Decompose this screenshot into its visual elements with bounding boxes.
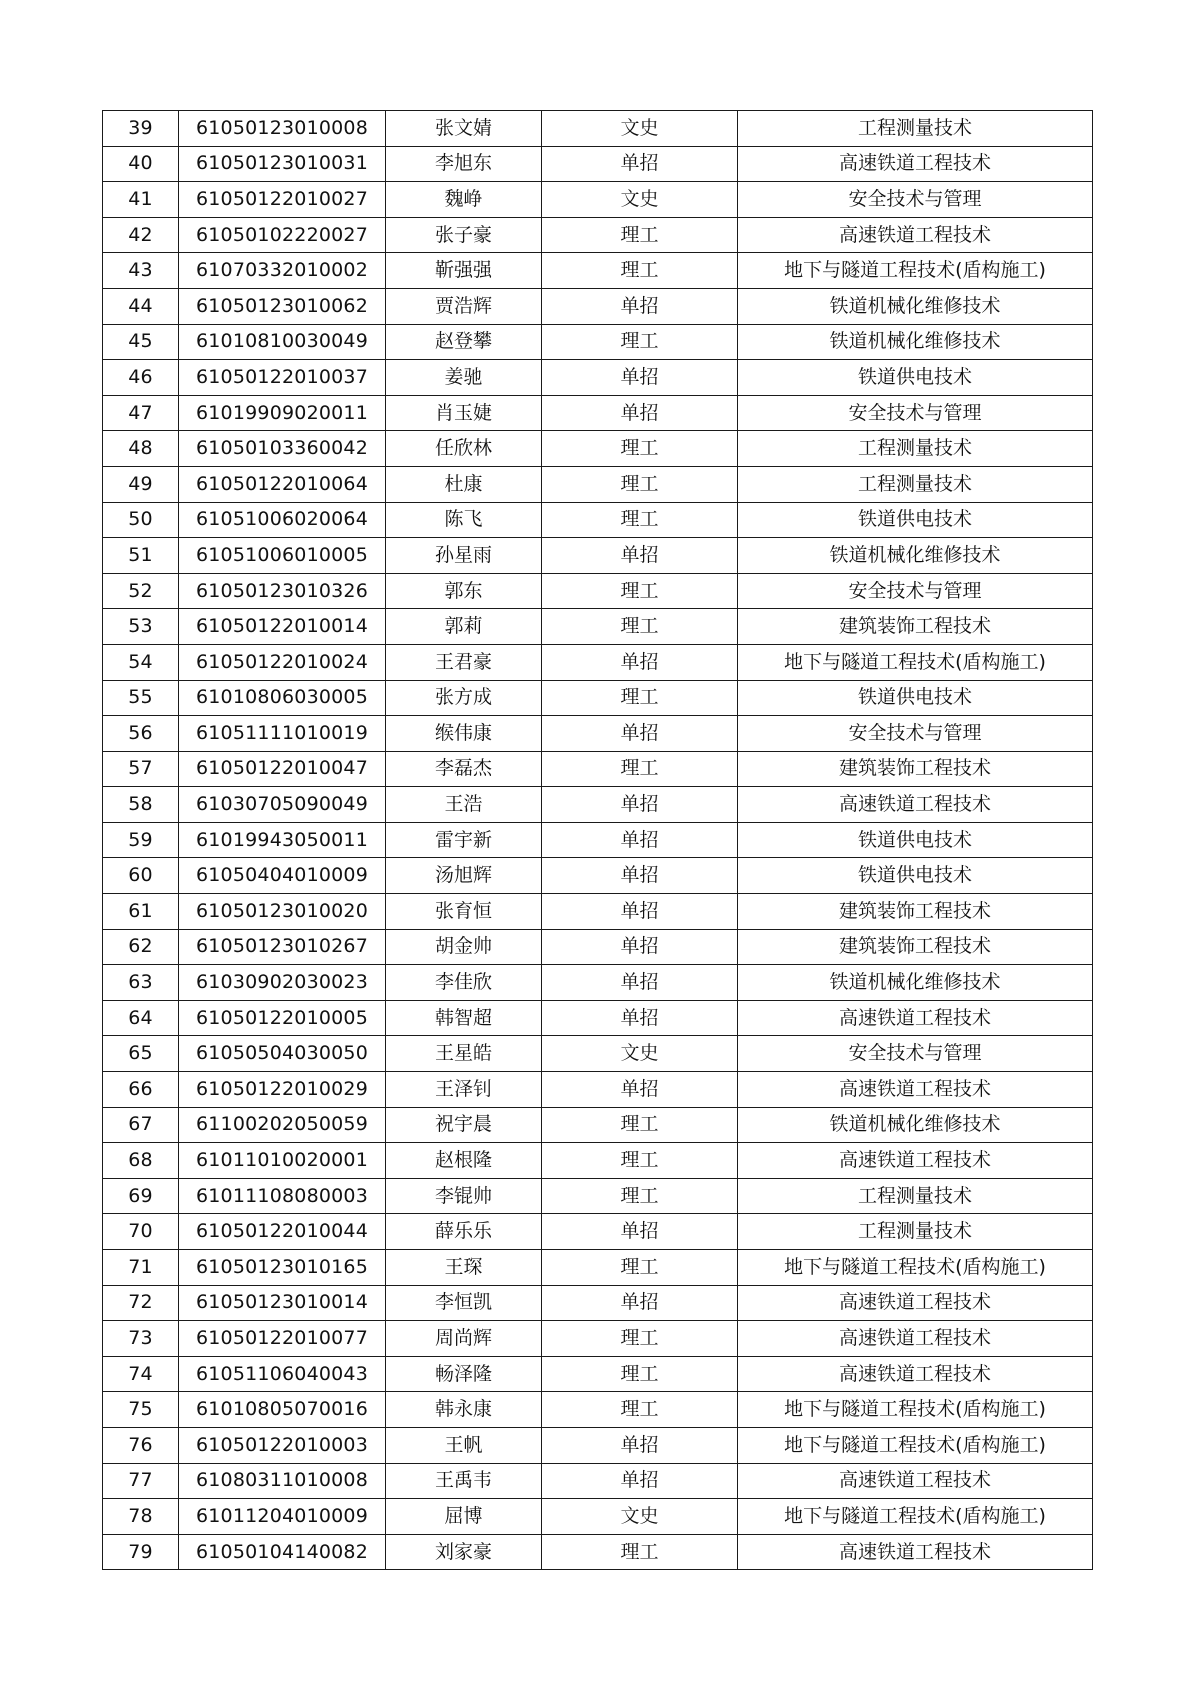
student-name-cell: 张子豪 — [386, 217, 542, 253]
exam-id-cell: 61011204010009 — [179, 1499, 386, 1535]
exam-id-cell: 61011108080003 — [179, 1178, 386, 1214]
category-cell: 单招 — [542, 1285, 738, 1321]
row-number-cell: 49 — [103, 466, 179, 502]
category-cell: 理工 — [542, 502, 738, 538]
exam-id-cell: 61019909020011 — [179, 395, 386, 431]
row-number-cell: 72 — [103, 1285, 179, 1321]
row-number-cell: 69 — [103, 1178, 179, 1214]
table-row — [103, 751, 1093, 787]
student-name-cell: 王星皓 — [386, 1036, 542, 1072]
category-cell: 单招 — [542, 395, 738, 431]
row-number-cell: 74 — [103, 1356, 179, 1392]
student-name-cell: 杜康 — [386, 466, 542, 502]
major-cell: 高速铁道工程技术 — [738, 1356, 1093, 1392]
major-cell: 地下与隧道工程技术(盾构施工) — [738, 1392, 1093, 1428]
row-number-cell: 70 — [103, 1214, 179, 1250]
category-cell: 单招 — [542, 538, 738, 574]
exam-id-cell: 61050123010014 — [179, 1285, 386, 1321]
table-row — [103, 217, 1093, 253]
major-cell: 地下与隧道工程技术(盾构施工) — [738, 1250, 1093, 1286]
major-cell: 地下与隧道工程技术(盾构施工) — [738, 1499, 1093, 1535]
student-roster-table — [102, 110, 1093, 1570]
exam-id-cell: 61030705090049 — [179, 787, 386, 823]
major-cell: 工程测量技术 — [738, 431, 1093, 467]
row-number-cell: 71 — [103, 1250, 179, 1286]
exam-id-cell: 61050123010267 — [179, 929, 386, 965]
student-name-cell: 姜驰 — [386, 360, 542, 396]
row-number-cell: 54 — [103, 644, 179, 680]
row-number-cell: 45 — [103, 324, 179, 360]
major-cell: 铁道机械化维修技术 — [738, 288, 1093, 324]
student-name-cell: 祝宇晨 — [386, 1107, 542, 1143]
student-name-cell: 刘家豪 — [386, 1534, 542, 1570]
student-name-cell: 胡金帅 — [386, 929, 542, 965]
student-name-cell: 王禹韦 — [386, 1463, 542, 1499]
major-cell: 铁道供电技术 — [738, 360, 1093, 396]
major-cell: 建筑装饰工程技术 — [738, 751, 1093, 787]
exam-id-cell: 61050123010020 — [179, 894, 386, 930]
category-cell: 文史 — [542, 1499, 738, 1535]
row-number-cell: 75 — [103, 1392, 179, 1428]
table-row — [103, 1178, 1093, 1214]
exam-id-cell: 61050122010024 — [179, 644, 386, 680]
table-row — [103, 787, 1093, 823]
category-cell: 理工 — [542, 751, 738, 787]
table-row — [103, 858, 1093, 894]
category-cell: 理工 — [542, 573, 738, 609]
exam-id-cell: 61070332010002 — [179, 253, 386, 289]
category-cell: 文史 — [542, 1036, 738, 1072]
row-number-cell: 79 — [103, 1534, 179, 1570]
student-name-cell: 李旭东 — [386, 146, 542, 182]
table-row — [103, 609, 1093, 645]
major-cell: 地下与隧道工程技术(盾构施工) — [738, 644, 1093, 680]
row-number-cell: 44 — [103, 288, 179, 324]
table-row — [103, 965, 1093, 1001]
student-name-cell: 薛乐乐 — [386, 1214, 542, 1250]
student-name-cell: 孙星雨 — [386, 538, 542, 574]
student-name-cell: 张育恒 — [386, 894, 542, 930]
row-number-cell: 64 — [103, 1000, 179, 1036]
exam-id-cell: 61050123010326 — [179, 573, 386, 609]
table-row — [103, 538, 1093, 574]
table-row — [103, 1427, 1093, 1463]
student-name-cell: 周尚辉 — [386, 1321, 542, 1357]
table-row — [103, 360, 1093, 396]
table-row — [103, 502, 1093, 538]
table-row — [103, 894, 1093, 930]
category-cell: 理工 — [542, 1534, 738, 1570]
category-cell: 理工 — [542, 431, 738, 467]
major-cell: 工程测量技术 — [738, 466, 1093, 502]
category-cell: 单招 — [542, 360, 738, 396]
student-name-cell: 王浩 — [386, 787, 542, 823]
exam-id-cell: 61050122010037 — [179, 360, 386, 396]
row-number-cell: 46 — [103, 360, 179, 396]
row-number-cell: 77 — [103, 1463, 179, 1499]
student-name-cell: 韩智超 — [386, 1000, 542, 1036]
student-name-cell: 靳强强 — [386, 253, 542, 289]
table-row — [103, 1036, 1093, 1072]
category-cell: 单招 — [542, 716, 738, 752]
exam-id-cell: 61030902030023 — [179, 965, 386, 1001]
row-number-cell: 39 — [103, 111, 179, 147]
category-cell: 单招 — [542, 644, 738, 680]
exam-id-cell: 61050122010029 — [179, 1072, 386, 1108]
major-cell: 工程测量技术 — [738, 1214, 1093, 1250]
exam-id-cell: 61050122010044 — [179, 1214, 386, 1250]
table-row — [103, 466, 1093, 502]
table-row — [103, 1534, 1093, 1570]
student-name-cell: 郭东 — [386, 573, 542, 609]
row-number-cell: 78 — [103, 1499, 179, 1535]
exam-id-cell: 61080311010008 — [179, 1463, 386, 1499]
student-name-cell: 缑伟康 — [386, 716, 542, 752]
major-cell: 铁道机械化维修技术 — [738, 324, 1093, 360]
exam-id-cell: 61011010020001 — [179, 1143, 386, 1179]
table-row — [103, 1392, 1093, 1428]
row-number-cell: 53 — [103, 609, 179, 645]
exam-id-cell: 61051006010005 — [179, 538, 386, 574]
student-name-cell: 雷宇新 — [386, 822, 542, 858]
row-number-cell: 56 — [103, 716, 179, 752]
category-cell: 理工 — [542, 1321, 738, 1357]
table-row — [103, 253, 1093, 289]
row-number-cell: 50 — [103, 502, 179, 538]
student-name-cell: 贾浩辉 — [386, 288, 542, 324]
table-row — [103, 395, 1093, 431]
exam-id-cell: 61050122010027 — [179, 182, 386, 218]
exam-id-cell: 61050122010003 — [179, 1427, 386, 1463]
category-cell: 理工 — [542, 1356, 738, 1392]
exam-id-cell: 61050504030050 — [179, 1036, 386, 1072]
major-cell: 高速铁道工程技术 — [738, 1143, 1093, 1179]
table-row — [103, 111, 1093, 147]
student-name-cell: 韩永康 — [386, 1392, 542, 1428]
table-row — [103, 431, 1093, 467]
student-name-cell: 王琛 — [386, 1250, 542, 1286]
row-number-cell: 76 — [103, 1427, 179, 1463]
major-cell: 高速铁道工程技术 — [738, 1000, 1093, 1036]
exam-id-cell: 61051006020064 — [179, 502, 386, 538]
major-cell: 工程测量技术 — [738, 1178, 1093, 1214]
student-name-cell: 李佳欣 — [386, 965, 542, 1001]
major-cell: 地下与隧道工程技术(盾构施工) — [738, 253, 1093, 289]
student-name-cell: 王君豪 — [386, 644, 542, 680]
major-cell: 安全技术与管理 — [738, 573, 1093, 609]
row-number-cell: 60 — [103, 858, 179, 894]
exam-id-cell: 61050103360042 — [179, 431, 386, 467]
exam-id-cell: 61050404010009 — [179, 858, 386, 894]
category-cell: 单招 — [542, 822, 738, 858]
major-cell: 建筑装饰工程技术 — [738, 894, 1093, 930]
table-row — [103, 146, 1093, 182]
exam-id-cell: 61010805070016 — [179, 1392, 386, 1428]
exam-id-cell: 61051111010019 — [179, 716, 386, 752]
category-cell: 单招 — [542, 787, 738, 823]
category-cell: 单招 — [542, 1000, 738, 1036]
exam-id-cell: 61050102220027 — [179, 217, 386, 253]
student-name-cell: 赵登攀 — [386, 324, 542, 360]
student-name-cell: 李磊杰 — [386, 751, 542, 787]
exam-id-cell: 61010810030049 — [179, 324, 386, 360]
category-cell: 理工 — [542, 1107, 738, 1143]
row-number-cell: 47 — [103, 395, 179, 431]
category-cell: 理工 — [542, 1143, 738, 1179]
major-cell: 铁道供电技术 — [738, 680, 1093, 716]
category-cell: 理工 — [542, 324, 738, 360]
category-cell: 单招 — [542, 1072, 738, 1108]
category-cell: 文史 — [542, 182, 738, 218]
table-row — [103, 1321, 1093, 1357]
student-name-cell: 魏峥 — [386, 182, 542, 218]
category-cell: 单招 — [542, 1427, 738, 1463]
major-cell: 安全技术与管理 — [738, 182, 1093, 218]
exam-id-cell: 61050123010062 — [179, 288, 386, 324]
category-cell: 文史 — [542, 111, 738, 147]
roster-table-body — [103, 111, 1093, 1570]
student-name-cell: 郭莉 — [386, 609, 542, 645]
exam-id-cell: 61100202050059 — [179, 1107, 386, 1143]
row-number-cell: 65 — [103, 1036, 179, 1072]
category-cell: 理工 — [542, 1178, 738, 1214]
table-row — [103, 573, 1093, 609]
row-number-cell: 68 — [103, 1143, 179, 1179]
student-name-cell: 畅泽隆 — [386, 1356, 542, 1392]
category-cell: 理工 — [542, 1250, 738, 1286]
table-row — [103, 1107, 1093, 1143]
category-cell: 理工 — [542, 1392, 738, 1428]
exam-id-cell: 61050123010008 — [179, 111, 386, 147]
category-cell: 理工 — [542, 680, 738, 716]
row-number-cell: 40 — [103, 146, 179, 182]
exam-id-cell: 61050122010047 — [179, 751, 386, 787]
exam-id-cell: 61050122010005 — [179, 1000, 386, 1036]
student-name-cell: 任欣林 — [386, 431, 542, 467]
table-row — [103, 929, 1093, 965]
major-cell: 铁道机械化维修技术 — [738, 538, 1093, 574]
table-row — [103, 1499, 1093, 1535]
row-number-cell: 66 — [103, 1072, 179, 1108]
row-number-cell: 62 — [103, 929, 179, 965]
table-row — [103, 822, 1093, 858]
row-number-cell: 41 — [103, 182, 179, 218]
table-row — [103, 324, 1093, 360]
major-cell: 安全技术与管理 — [738, 1036, 1093, 1072]
row-number-cell: 63 — [103, 965, 179, 1001]
major-cell: 高速铁道工程技术 — [738, 787, 1093, 823]
category-cell: 理工 — [542, 466, 738, 502]
exam-id-cell: 61050123010031 — [179, 146, 386, 182]
exam-id-cell: 61050122010064 — [179, 466, 386, 502]
major-cell: 安全技术与管理 — [738, 395, 1093, 431]
row-number-cell: 43 — [103, 253, 179, 289]
exam-id-cell: 61050122010077 — [179, 1321, 386, 1357]
major-cell: 高速铁道工程技术 — [738, 1463, 1093, 1499]
row-number-cell: 61 — [103, 894, 179, 930]
major-cell: 高速铁道工程技术 — [738, 1321, 1093, 1357]
category-cell: 理工 — [542, 217, 738, 253]
row-number-cell: 48 — [103, 431, 179, 467]
major-cell: 建筑装饰工程技术 — [738, 929, 1093, 965]
table-row — [103, 644, 1093, 680]
row-number-cell: 58 — [103, 787, 179, 823]
major-cell: 高速铁道工程技术 — [738, 1285, 1093, 1321]
table-row — [103, 716, 1093, 752]
exam-id-cell: 61050123010165 — [179, 1250, 386, 1286]
table-row — [103, 1463, 1093, 1499]
row-number-cell: 59 — [103, 822, 179, 858]
category-cell: 单招 — [542, 965, 738, 1001]
category-cell: 理工 — [542, 609, 738, 645]
table-row — [103, 1250, 1093, 1286]
table-row — [103, 182, 1093, 218]
student-name-cell: 肖玉婕 — [386, 395, 542, 431]
table-row — [103, 1356, 1093, 1392]
row-number-cell: 55 — [103, 680, 179, 716]
row-number-cell: 51 — [103, 538, 179, 574]
category-cell: 单招 — [542, 929, 738, 965]
student-name-cell: 汤旭辉 — [386, 858, 542, 894]
student-name-cell: 张文婧 — [386, 111, 542, 147]
table-row — [103, 1214, 1093, 1250]
table-row — [103, 288, 1093, 324]
major-cell: 铁道机械化维修技术 — [738, 1107, 1093, 1143]
major-cell: 铁道供电技术 — [738, 858, 1093, 894]
student-name-cell: 屈博 — [386, 1499, 542, 1535]
category-cell: 单招 — [542, 858, 738, 894]
student-name-cell: 王泽钊 — [386, 1072, 542, 1108]
exam-id-cell: 61051106040043 — [179, 1356, 386, 1392]
major-cell: 工程测量技术 — [738, 111, 1093, 147]
exam-id-cell: 61050104140082 — [179, 1534, 386, 1570]
row-number-cell: 67 — [103, 1107, 179, 1143]
major-cell: 高速铁道工程技术 — [738, 1534, 1093, 1570]
table-row — [103, 1143, 1093, 1179]
table-row — [103, 1285, 1093, 1321]
table-row — [103, 680, 1093, 716]
category-cell: 单招 — [542, 894, 738, 930]
student-name-cell: 赵根隆 — [386, 1143, 542, 1179]
student-name-cell: 陈飞 — [386, 502, 542, 538]
exam-id-cell: 61010806030005 — [179, 680, 386, 716]
row-number-cell: 73 — [103, 1321, 179, 1357]
category-cell: 单招 — [542, 1463, 738, 1499]
category-cell: 单招 — [542, 288, 738, 324]
row-number-cell: 52 — [103, 573, 179, 609]
row-number-cell: 42 — [103, 217, 179, 253]
student-name-cell: 李恒凯 — [386, 1285, 542, 1321]
major-cell: 高速铁道工程技术 — [738, 217, 1093, 253]
major-cell: 铁道供电技术 — [738, 822, 1093, 858]
major-cell: 高速铁道工程技术 — [738, 1072, 1093, 1108]
student-name-cell: 张方成 — [386, 680, 542, 716]
major-cell: 安全技术与管理 — [738, 716, 1093, 752]
row-number-cell: 57 — [103, 751, 179, 787]
major-cell: 地下与隧道工程技术(盾构施工) — [738, 1427, 1093, 1463]
major-cell: 铁道机械化维修技术 — [738, 965, 1093, 1001]
table-row — [103, 1072, 1093, 1108]
major-cell: 铁道供电技术 — [738, 502, 1093, 538]
student-name-cell: 王帆 — [386, 1427, 542, 1463]
category-cell: 单招 — [542, 146, 738, 182]
student-name-cell: 李锟帅 — [386, 1178, 542, 1214]
category-cell: 单招 — [542, 1214, 738, 1250]
major-cell: 高速铁道工程技术 — [738, 146, 1093, 182]
exam-id-cell: 61019943050011 — [179, 822, 386, 858]
table-row — [103, 1000, 1093, 1036]
major-cell: 建筑装饰工程技术 — [738, 609, 1093, 645]
category-cell: 理工 — [542, 253, 738, 289]
exam-id-cell: 61050122010014 — [179, 609, 386, 645]
